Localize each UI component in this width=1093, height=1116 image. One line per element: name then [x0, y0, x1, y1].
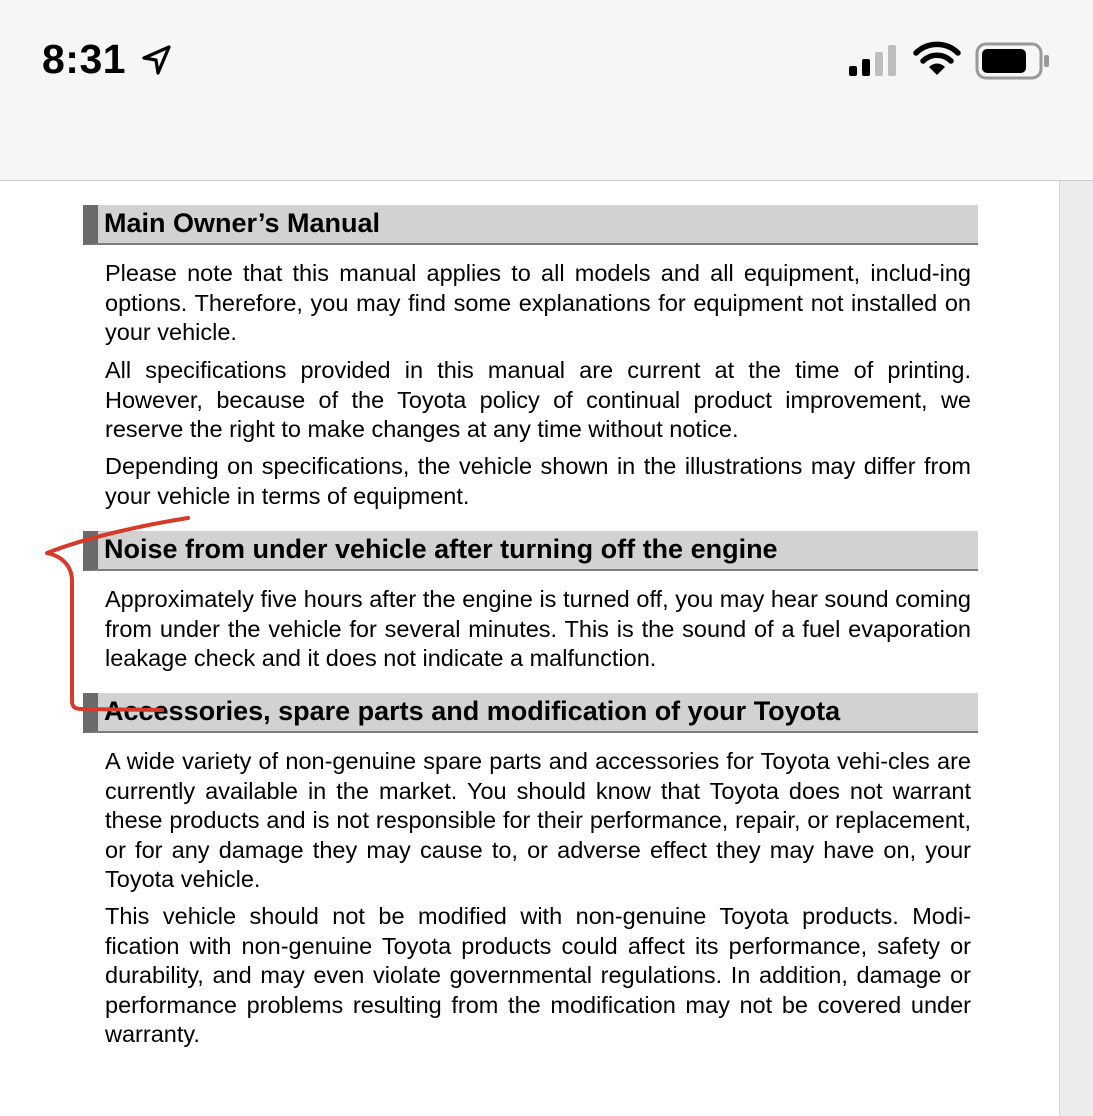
section-title: Noise from under vehicle after turning off the engine	[104, 534, 778, 564]
section-title: Main Owner’s Manual	[104, 208, 381, 238]
section-title: Accessories, spare parts and modification of your Toyota	[104, 696, 841, 726]
status-time: 8:31	[42, 36, 127, 82]
paragraph: Approximately five hours after the engine is turned off, you may hear sound coming from under the vehicle for several minutes. This is the sound of a fuel evaporation leakage check and it does not indicate a malfunction.	[105, 586, 971, 672]
paragraph: A wide variety of non-genuine spare parts and accessories for Toyota vehi-cles are currently available in the market. You should know that Toyota does not warrant these products and is not responsible for their performance, repair, or replacement, or for any damage they may cause to, or adverse effect they may have on, your Toyota vehicle.	[105, 748, 971, 893]
paragraph: All specifications provided in this manual are current at the time of printing. However, because of the Toyota policy of continual product improvement, we reserve the right to make changes at any time without notice.	[105, 357, 971, 443]
page-content	[0, 181, 1093, 1116]
cellular-signal-icon	[848, 44, 902, 83]
battery-icon	[975, 42, 1051, 85]
section-header-main-owners-manual	[83, 205, 978, 245]
address-bar[interactable]	[0, 100, 1093, 181]
paragraph: Please note that this manual applies to all models and all equipment, includ-ing options. Therefore, you may find some explanations for equipment not installed on your vehicle.	[105, 260, 971, 346]
wifi-icon	[913, 40, 961, 83]
manual-page	[0, 181, 1059, 1116]
status-bar	[0, 0, 1093, 100]
section-header-noise	[83, 531, 978, 571]
paragraph: Depending on specifications, the vehicle shown in the illustrations may differ from your vehicle in terms of equipment.	[105, 453, 971, 509]
location-arrow-icon	[141, 44, 173, 81]
page-edge	[1059, 181, 1093, 1116]
paragraph: This vehicle should not be modified with non-genuine Toyota products. Modi-fication with non-genuine Toyota products could affect its performance, safety or durability, and may even violate governmental regulations. In addition, damage or performance problems resulting from the modification may not be covered under warranty.	[105, 903, 971, 1048]
section-header-accessories	[83, 693, 978, 733]
